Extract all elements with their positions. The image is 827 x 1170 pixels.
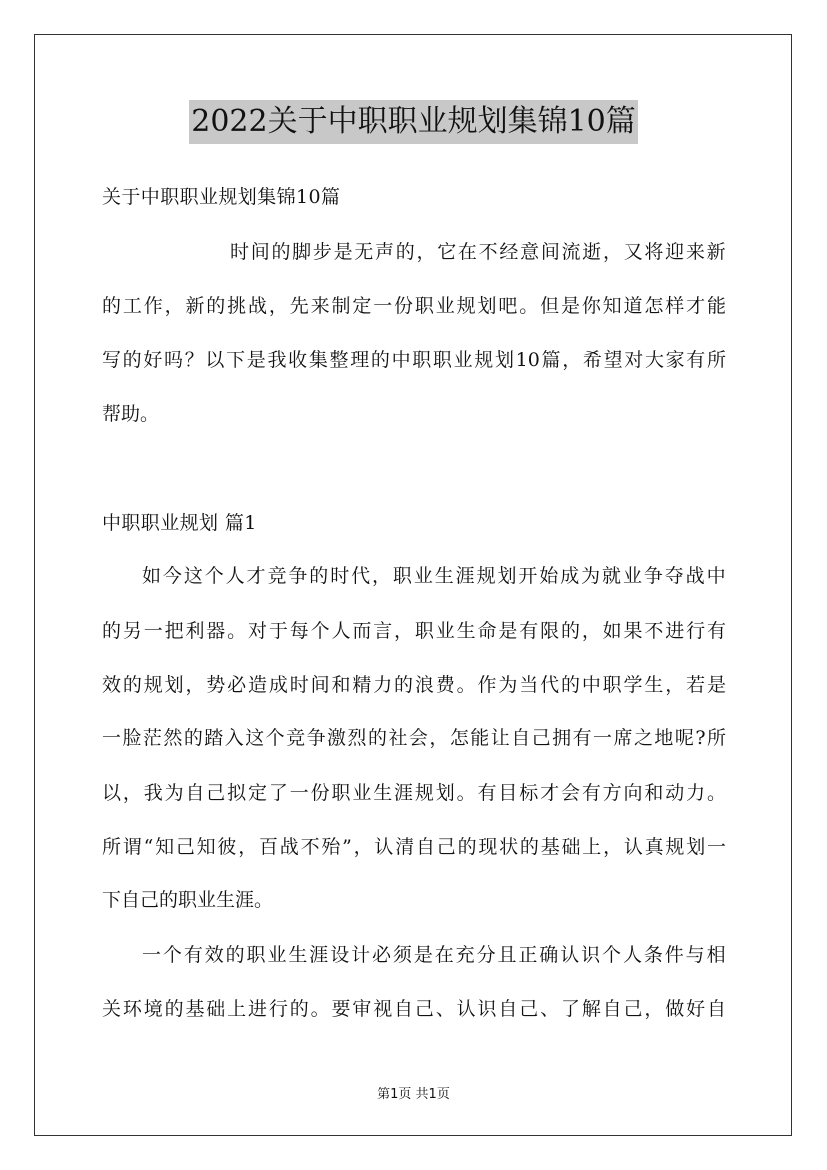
title-container <box>0 100 827 144</box>
para2-line: 关环境的基础上进行的。要审视自己、认识自己、了解自己，做好自 <box>102 998 726 1020</box>
para1-line: 效的规划，势必造成时间和精力的浪费。作为当代的中职学生，若是 <box>102 674 726 696</box>
para1-line: 一脸茫然的踏入这个竞争激烈的社会，怎能让自己拥有一席之地呢?所 <box>102 727 726 749</box>
intro-line: 写的好吗？以下是我收集整理的中职职业规划10篇，希望对大家有所 <box>102 349 726 371</box>
para1-line: 下自己的职业生涯。 <box>102 889 274 911</box>
document-title: 2022关于中职职业规划集锦10篇 <box>189 100 638 144</box>
para1-line: 所谓“知己知彼，百战不殆”，认清自己的现状的基础上，认真规划一 <box>102 836 726 858</box>
para1-line: 如今这个人才竞争的时代，职业生涯规划开始成为就业争夺战中 <box>142 565 726 587</box>
intro-line: 帮助。 <box>102 403 160 425</box>
para2-line: 一个有效的职业生涯设计必须是在充分且正确认识个人条件与相 <box>142 944 726 966</box>
intro-line: 时间的脚步是无声的，它在不经意间流逝，又将迎来新 <box>230 241 726 263</box>
page-footer: 第1页 共1页 <box>377 1087 450 1102</box>
intro-line: 的工作，新的挑战，先来制定一份职业规划吧。但是你知道怎样才能 <box>102 295 726 317</box>
document-subtitle: 关于中职职业规划集锦10篇 <box>102 186 341 208</box>
para1-line: 的另一把利器。对于每个人而言，职业生命是有限的，如果不进行有 <box>102 620 726 642</box>
para1-line: 以，我为自己拟定了一份职业生涯规划。有目标才会有方向和动力。 <box>102 782 726 804</box>
section-heading: 中职职业规划 篇1 <box>102 512 257 534</box>
